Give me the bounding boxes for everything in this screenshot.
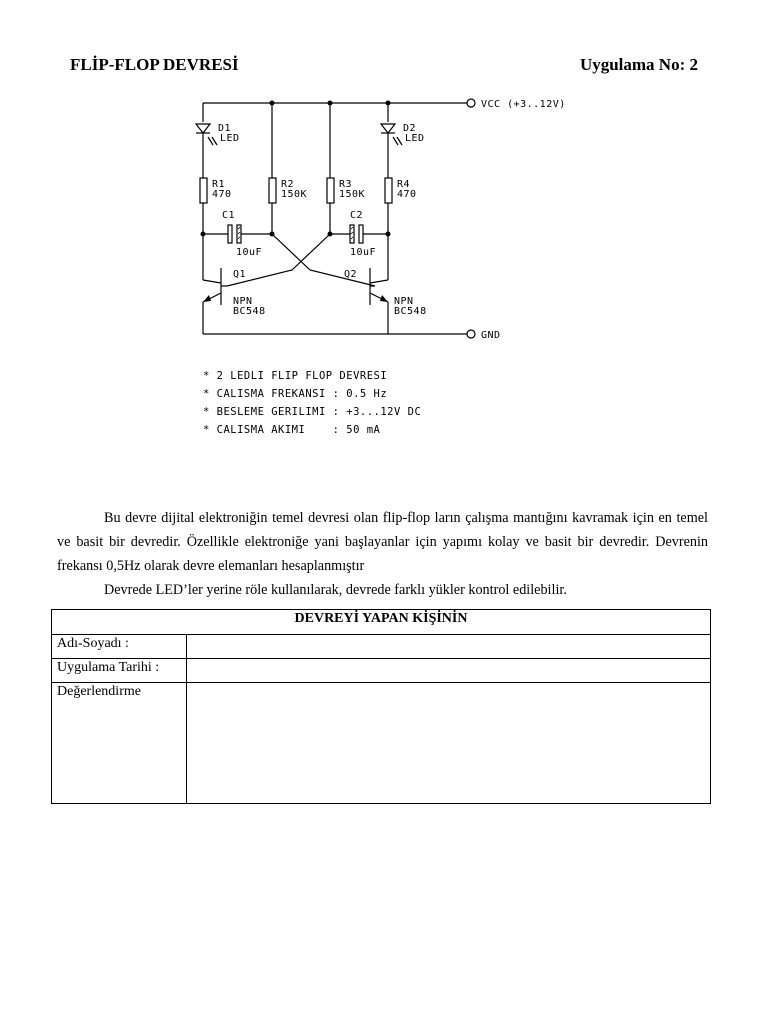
vcc-label: VCC (+3..12V) xyxy=(481,99,566,110)
r3-value: 150K xyxy=(339,189,366,200)
transistor-q2 xyxy=(370,268,388,305)
q2-label: Q2 xyxy=(344,269,358,280)
resistor-r4 xyxy=(385,178,392,203)
led-d1 xyxy=(196,124,217,145)
r3-label: R3 xyxy=(339,179,353,190)
vcc-terminal xyxy=(467,99,475,107)
evaluation-label: Değerlendirme xyxy=(52,683,187,804)
c1-label: C1 xyxy=(222,210,236,221)
q2-part: BC548 xyxy=(394,306,427,317)
transistor-q1 xyxy=(203,268,227,305)
date-field[interactable] xyxy=(187,659,711,683)
d1-label: D1 xyxy=(218,123,232,134)
note-line: * CALISMA AKIMI : 50 mA xyxy=(203,424,381,436)
description-paragraph-2: Devrede LED’ler yerine röle kullanılarak, devrede farklı yükler kontrol edilebilir. xyxy=(104,582,567,598)
resistor-r2 xyxy=(269,178,276,203)
r2-label: R2 xyxy=(281,179,295,190)
table-heading: DEVREYİ YAPAN KİŞİNİN xyxy=(52,610,711,635)
c2-label: C2 xyxy=(350,210,364,221)
q2-type: NPN xyxy=(394,296,414,307)
q1-label: Q1 xyxy=(233,269,247,280)
led-d2 xyxy=(381,124,402,145)
date-label: Uygulama Tarihi : xyxy=(52,659,187,683)
description xyxy=(57,506,708,602)
evaluation-field[interactable] xyxy=(187,683,711,804)
capacitor-c2 xyxy=(350,225,363,243)
resistor-r1 xyxy=(200,178,207,203)
note-line: * BESLEME GERILIMI : +3...12V DC xyxy=(203,406,422,418)
d2-label: D2 xyxy=(403,123,417,134)
student-info-table xyxy=(51,609,711,804)
d1-type: LED xyxy=(220,133,240,144)
q1-part: BC548 xyxy=(233,306,266,317)
description-paragraph-1: Bu devre dijital elektroniğin temel devresi olan flip-flop ların çalışma mantığını kavramak için en temel ve basit bir devredir. Özellikle elektroniğe yani başlayanlar için yapımı kolay ve basit bir devredir. Devrenin frekansı 0,5Hz olarak devre elemanları hesaplanmıştır xyxy=(57,510,708,574)
capacitor-c1 xyxy=(228,225,241,243)
r4-label: R4 xyxy=(397,179,411,190)
q1-type: NPN xyxy=(233,296,253,307)
name-field[interactable] xyxy=(187,635,711,659)
note-line: * CALISMA FREKANSI : 0.5 Hz xyxy=(203,388,388,400)
r1-label: R1 xyxy=(212,179,226,190)
c2-value: 10uF xyxy=(350,247,377,258)
name-label: Adı-Soyadı : xyxy=(52,635,187,659)
r1-value: 470 xyxy=(212,189,232,200)
note-line: * 2 LEDLI FLIP FLOP DEVRESI xyxy=(203,370,388,382)
d2-type: LED xyxy=(405,133,425,144)
circuit-notes xyxy=(203,367,421,439)
document-title: FLİP-FLOP DEVRESİ xyxy=(70,55,239,74)
c1-value: 10uF xyxy=(236,247,263,258)
r2-value: 150K xyxy=(281,189,308,200)
application-number: Uygulama No: 2 xyxy=(579,55,698,74)
gnd-label: GND xyxy=(481,330,501,341)
gnd-terminal xyxy=(467,330,475,338)
r4-value: 470 xyxy=(397,189,417,200)
resistor-r3 xyxy=(327,178,334,203)
